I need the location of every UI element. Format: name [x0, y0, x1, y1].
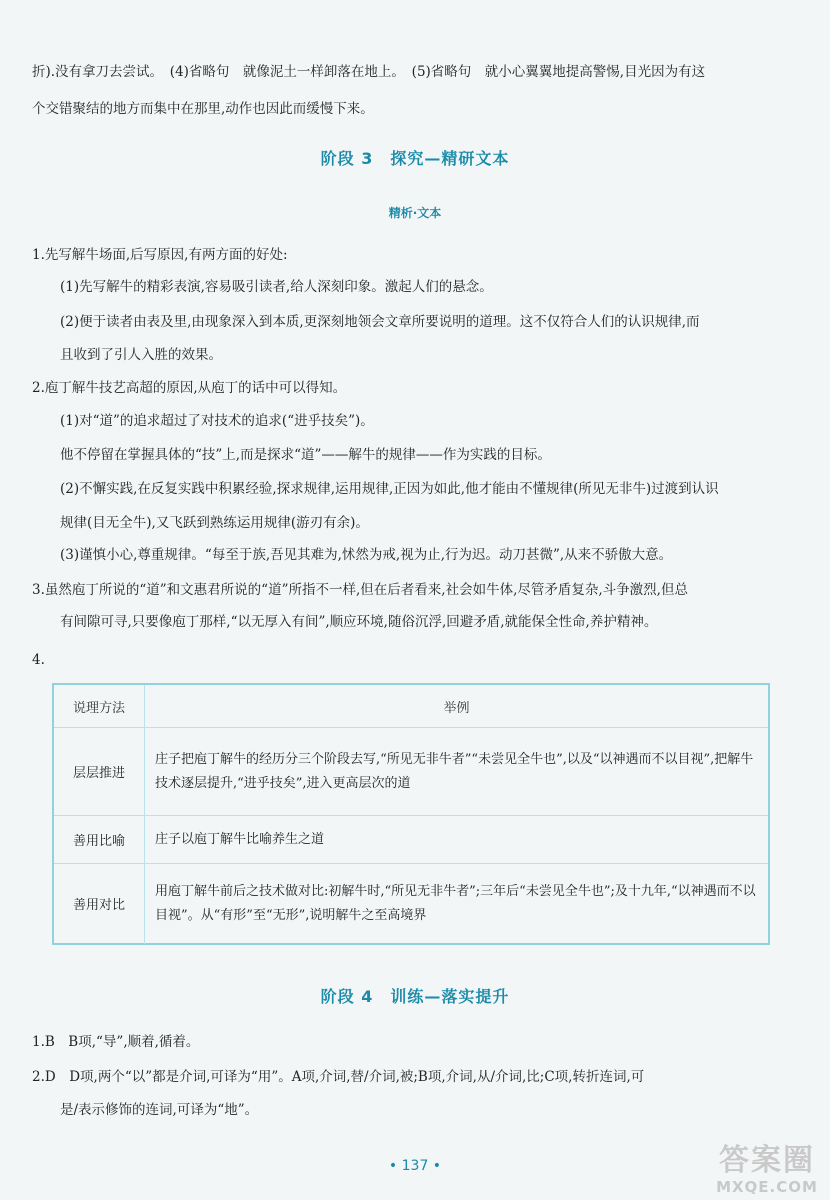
table-cell-method: 善用比喻: [54, 816, 145, 864]
stage-3-title: 阶段 3 探究—精研文本: [320, 149, 510, 168]
text-line: (1)对“道”的追求超过了对技术的追求(“进乎技矣”)。: [60, 413, 374, 429]
text-line: 且收到了引人入胜的效果。: [60, 347, 222, 363]
text-line: 他不停留在掌握具体的“技”上,而是探求“道”——解牛的规律——作为实践的目标。: [60, 447, 551, 463]
text-line: 1.先写解牛场面,后写原因,有两方面的好处:: [32, 247, 288, 263]
watermark: [712, 1144, 822, 1196]
table-header-example: 举例: [145, 685, 769, 728]
table-cell-example: 庄子把庖丁解牛的经历分三个阶段去写,“所见无非牛者”“未尝见全牛也”,以及“以神遇而不以目视”,把解牛技术逐层提升,“进乎技矣”,进入更高层次的道: [145, 728, 769, 816]
text-line: 4.: [32, 652, 45, 668]
table-cell-method: 善用对比: [54, 864, 145, 944]
text-line: 有间隙可寻,只要像庖丁那样,“以无厚入有间”,顺应环境,随俗沉浮,回避矛盾,就能保全性命,养护精神。: [60, 614, 658, 630]
watermark-logo: 答案圈: [719, 1143, 815, 1178]
rhetoric-method-table: [52, 683, 770, 945]
text-line: (3)谨慎小心,尊重规律。“每至于族,吾见其难为,怵然为戒,视为止,行为迟。动刀甚微”,从来不骄傲大意。: [60, 547, 673, 563]
text-line: 规律(目无全牛),又飞跃到熟练运用规律(游刃有余)。: [60, 515, 369, 531]
table-cell-example: 庄子以庖丁解牛比喻养生之道: [145, 816, 769, 864]
text-line: (2)便于读者由表及里,由现象深入到本质,更深刻地领会文章所要说明的道理。这不仅符合人们的认识规律,而: [60, 314, 700, 330]
text-line: 2.庖丁解牛技艺高超的原因,从庖丁的话中可以得知。: [32, 380, 347, 396]
text-line: (1)先写解牛的精彩表演,容易吸引读者,给人深刻印象。激起人们的悬念。: [60, 279, 493, 295]
table-cell-method: 层层推进: [54, 728, 145, 816]
answer-line: 2.D D项,两个“以”都是介词,可译为“用”。A项,介词,替/介词,被;B项,介词,从/介词,比;C项,转折连词,可: [32, 1069, 645, 1085]
table-header-row: [54, 685, 768, 728]
section-subtitle: 精析·文本: [388, 206, 442, 220]
text-line: 个交错聚结的地方而集中在那里,动作也因此而缓慢下来。: [32, 101, 374, 117]
answer-line: 是/表示修饰的连词,可译为“地”。: [60, 1102, 259, 1118]
table-header-method: 说理方法: [54, 685, 145, 728]
watermark-url: MXQE.COM: [716, 1178, 818, 1196]
text-line: (2)不懈实践,在反复实践中积累经验,探求规律,运用规律,正因为如此,他才能由不懂规律(所见无非牛)过渡到认识: [60, 481, 719, 497]
stage-4-title: 阶段 4 训练—落实提升: [320, 987, 510, 1006]
answer-line: 1.B B项,“导”,顺着,循着。: [32, 1034, 200, 1050]
page-number: • 137 •: [388, 1158, 442, 1174]
text-line: 3.虽然庖丁所说的“道”和文惠君所说的“道”所指不一样,但在后者看来,社会如牛体,尽管矛盾复杂,斗争激烈,但总: [32, 582, 688, 598]
text-line: 折).没有拿刀去尝试。 (4)省略句 就像泥土一样卸落在地上。 (5)省略句 就小心翼翼地提高警惕,目光因为有这: [32, 64, 706, 80]
table-row: [54, 728, 768, 816]
table-row: [54, 816, 768, 864]
table-row: [54, 864, 768, 944]
table-cell-example: 用庖丁解牛前后之技术做对比:初解牛时,“所见无非牛者”;三年后“未尝见全牛也”;及十九年,“以神遇而不以目视”。从“有形”至“无形”,说明解牛之至高境界: [155, 883, 756, 923]
